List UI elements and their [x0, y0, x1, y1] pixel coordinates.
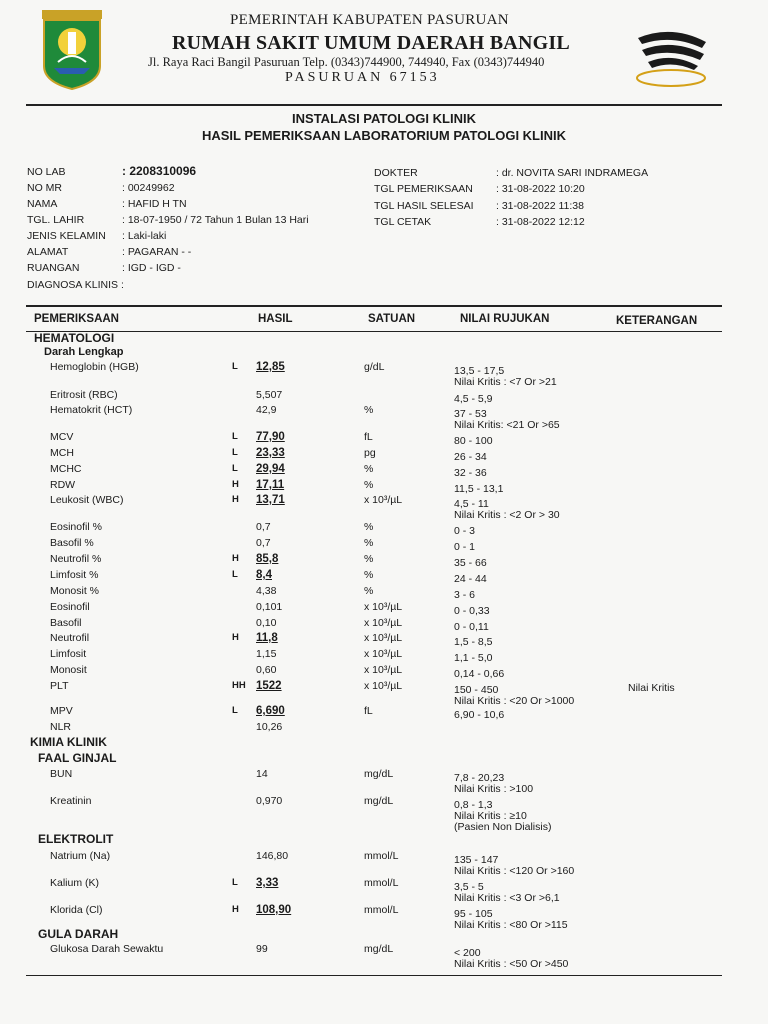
result-unit: mg/dL [364, 795, 394, 807]
result-flag: H [232, 494, 239, 505]
test-name: RDW [50, 479, 76, 491]
reference-range: 32 - 36 [454, 467, 487, 479]
test-name: PLT [50, 680, 69, 692]
result-value: 29,94 [256, 463, 285, 475]
result-value: 10,26 [256, 721, 283, 733]
gov-heading: PEMERINTAH KABUPATEN PASURUAN [230, 12, 509, 28]
test-name: Glukosa Darah Sewaktu [50, 943, 164, 955]
label-tgl-pemeriksaan: TGL PEMERIKSAAN [374, 183, 473, 195]
result-unit: x 10³/µL [364, 601, 403, 613]
label-jenis-kelamin: JENIS KELAMIN [27, 230, 106, 242]
result-unit: % [364, 553, 374, 565]
result-value: 0,101 [256, 601, 283, 613]
value-no-mr: : 00249962 [122, 182, 175, 194]
value-jenis-kelamin: : Laki-laki [122, 230, 167, 242]
result-unit: % [364, 537, 374, 549]
test-name: Kreatinin [50, 795, 92, 807]
label-ruangan: RUANGAN [27, 262, 80, 274]
report-title-line1: INSTALASI PATOLOGI KLINIK [292, 111, 476, 126]
result-value: 0,10 [256, 617, 277, 629]
header-row-divider [26, 331, 722, 332]
reference-range: 3,5 - 5 [454, 881, 484, 893]
result-unit: % [364, 569, 374, 581]
result-flag: H [232, 479, 239, 490]
reference-range: 37 - 53 [454, 408, 487, 420]
test-name: BUN [50, 768, 73, 780]
test-name: Klorida (Cl) [50, 904, 103, 916]
critical-value-note: Nilai Kritis : <20 Or >1000 [454, 695, 575, 707]
section-faal-ginjal: FAAL GINJAL [38, 751, 117, 765]
label-no-mr: NO MR [27, 182, 62, 194]
result-value: 11,8 [256, 632, 278, 644]
reference-range: 6,90 - 10,6 [454, 709, 505, 721]
test-name: Eritrosit (RBC) [50, 389, 118, 401]
test-name: MCV [50, 431, 74, 443]
result-unit: % [364, 585, 374, 597]
reference-range: 24 - 44 [454, 573, 487, 585]
critical-value-note: Nilai Kritis : >100 [454, 783, 534, 795]
result-unit: mmol/L [364, 904, 399, 916]
result-value: 0,7 [256, 521, 271, 533]
test-name: Eosinofil [50, 601, 90, 613]
reference-range: 0 - 1 [454, 541, 476, 553]
reference-range: 35 - 66 [454, 557, 487, 569]
result-unit: mg/dL [364, 943, 394, 955]
value-dokter: : dr. NOVITA SARI INDRAMEGA [496, 167, 649, 179]
reference-note: (Pasien Non Dialisis) [454, 821, 552, 833]
test-name: NLR [50, 721, 72, 733]
test-name: Neutrofil % [50, 553, 102, 565]
reference-range: 0 - 0,11 [454, 621, 489, 633]
value-ruangan: : IGD - IGD - [122, 262, 181, 274]
reference-range: 1,1 - 5,0 [454, 652, 493, 664]
label-tgl-lahir: TGL. LAHIR [27, 214, 85, 226]
result-value: 77,90 [256, 431, 285, 443]
reference-range: 26 - 34 [454, 451, 487, 463]
test-name: MCH [50, 447, 74, 459]
result-unit: pg [364, 447, 376, 459]
value-tgl-pemeriksaan: : 31-08-2022 10:20 [496, 183, 585, 195]
result-unit: x 10³/µL [364, 632, 403, 644]
test-name: Hemoglobin (HGB) [50, 361, 139, 373]
reference-range: 7,8 - 20,23 [454, 772, 505, 784]
section-hematologi: HEMATOLOGI [34, 331, 115, 345]
critical-value-note: Nilai Kritis : <120 Or >160 [454, 865, 575, 877]
result-value: 5,507 [256, 389, 283, 401]
reference-range: 13,5 - 17,5 [454, 365, 505, 377]
result-unit: mmol/L [364, 877, 399, 889]
critical-value-note: Nilai Kritis : ≥10 [454, 810, 527, 822]
result-unit: % [364, 404, 374, 416]
label-no-lab: NO LAB [27, 166, 66, 178]
critical-value-note: Nilai Kritis : <7 Or >21 [454, 376, 557, 388]
reference-range: 0 - 3 [454, 525, 476, 537]
test-name: Kalium (K) [50, 877, 100, 889]
label-alamat: ALAMAT [27, 246, 69, 258]
label-tgl-cetak: TGL CETAK [374, 216, 432, 228]
result-unit: x 10³/µL [364, 648, 403, 660]
value-tgl-hasil-selesai: : 31-08-2022 11:38 [496, 200, 584, 212]
col-hasil: HASIL [258, 313, 293, 325]
hospital-name: RUMAH SAKIT UMUM DAERAH BANGIL [172, 32, 570, 54]
value-no-lab: : 2208310096 [122, 164, 197, 178]
value-tgl-cetak: : 31-08-2022 12:12 [496, 216, 585, 228]
label-nama: NAMA [27, 198, 58, 210]
reference-range: 0 - 0,33 [454, 605, 490, 617]
table-top-divider [26, 305, 722, 307]
result-value: 108,90 [256, 904, 292, 916]
reference-range: 0,8 - 1,3 [454, 799, 493, 811]
critical-value-note: Nilai Kritis: <21 Or >65 [454, 419, 560, 431]
result-unit: mmol/L [364, 850, 399, 862]
result-value: 146,80 [256, 850, 289, 862]
result-unit: fL [364, 705, 373, 717]
test-name: Basofil [50, 617, 82, 629]
table-bottom-divider [26, 975, 722, 976]
result-value: 42,9 [256, 404, 277, 416]
value-tgl-lahir: : 18-07-1950 / 72 Tahun 1 Bulan 13 Hari [122, 214, 309, 226]
result-value: 4,38 [256, 585, 277, 597]
reference-range: 150 - 450 [454, 684, 499, 696]
reference-range: 80 - 100 [454, 435, 493, 447]
result-remark: Nilai Kritis [628, 682, 675, 694]
result-flag: H [232, 553, 239, 564]
result-unit: fL [364, 431, 373, 443]
col-pemeriksaan: PEMERIKSAAN [34, 313, 119, 325]
hospital-address: Jl. Raya Raci Bangil Pasuruan Telp. (0343)744900, 744940, Fax (0343)744940 [148, 55, 545, 69]
test-name: Basofil % [50, 537, 94, 549]
result-value: 23,33 [256, 447, 285, 459]
rsud-bangil-logo [632, 28, 710, 88]
header-divider [26, 104, 722, 106]
reference-range: 4,5 - 11 [454, 498, 489, 510]
result-flag: L [232, 463, 238, 474]
critical-value-note: Nilai Kritis : <2 Or > 30 [454, 509, 560, 521]
result-value: 99 [256, 943, 268, 955]
section-elektrolit: ELEKTROLIT [38, 832, 114, 846]
result-flag: L [232, 569, 238, 580]
reference-range: 4,5 - 5,9 [454, 393, 493, 405]
result-unit: % [364, 479, 374, 491]
test-name: Eosinofil % [50, 521, 102, 533]
test-name: Limfosit [50, 648, 87, 660]
test-name: Neutrofil [50, 632, 90, 644]
result-value: 12,85 [256, 361, 285, 373]
result-flag: HH [232, 680, 246, 691]
test-name: Natrium (Na) [50, 850, 111, 862]
test-name: Limfosit % [50, 569, 99, 581]
reference-range: 1,5 - 8,5 [454, 636, 493, 648]
result-value: 6,690 [256, 705, 285, 717]
result-unit: % [364, 521, 374, 533]
result-value: 14 [256, 768, 268, 780]
result-value: 0,7 [256, 537, 271, 549]
result-unit: g/dL [364, 361, 385, 373]
result-value: 85,8 [256, 553, 279, 565]
test-name: MPV [50, 705, 73, 717]
col-satuan: SATUAN [368, 313, 416, 325]
result-value: 0,970 [256, 795, 283, 807]
result-flag: L [232, 361, 238, 372]
result-value: 17,11 [256, 479, 285, 491]
reference-range: 135 - 147 [454, 854, 499, 866]
result-unit: % [364, 463, 374, 475]
label-diagnosa: DIAGNOSA KLINIS : [27, 279, 124, 291]
section-kimia-klinik: KIMIA KLINIK [30, 735, 107, 749]
result-flag: H [232, 904, 239, 915]
test-name: Monosit % [50, 585, 100, 597]
result-value: 13,71 [256, 494, 285, 506]
critical-value-note: Nilai Kritis : <3 Or >6,1 [454, 892, 560, 904]
section-gula-darah: GULA DARAH [38, 927, 119, 941]
test-name: Leukosit (WBC) [50, 494, 124, 506]
report-title-line2: HASIL PEMERIKSAAN LABORATORIUM PATOLOGI KLINIK [201, 128, 566, 143]
result-unit: x 10³/µL [364, 617, 403, 629]
critical-value-note: Nilai Kritis : <80 Or >115 [454, 919, 568, 931]
result-unit: x 10³/µL [364, 664, 403, 676]
col-keterangan: KETERANGAN [616, 315, 698, 327]
subsection-darah-lengkap: Darah Lengkap [44, 346, 124, 358]
result-unit: mg/dL [364, 768, 394, 780]
result-flag: L [232, 705, 238, 716]
reference-range: 3 - 6 [454, 589, 476, 601]
test-name: Hematokrit (HCT) [50, 404, 133, 416]
value-nama: : HAFID H TN [122, 198, 187, 210]
col-nilai-rujukan: NILAI RUJUKAN [460, 313, 550, 325]
kabupaten-pasuruan-logo [40, 10, 104, 90]
hospital-city: PASURUAN 67153 [285, 70, 440, 85]
result-value: 1,15 [256, 648, 277, 660]
reference-range: 0,14 - 0,66 [454, 668, 505, 680]
critical-value-note: Nilai Kritis : <50 Or >450 [454, 958, 569, 970]
label-tgl-hasil-selesai: TGL HASIL SELESAI [374, 200, 474, 212]
reference-range: 95 - 105 [454, 908, 493, 920]
result-value: 0,60 [256, 664, 277, 676]
result-value: 3,33 [256, 877, 279, 889]
label-dokter: DOKTER [374, 167, 418, 179]
result-value: 1522 [256, 680, 282, 692]
result-flag: L [232, 447, 238, 458]
result-value: 8,4 [256, 569, 272, 581]
test-name: MCHC [50, 463, 82, 475]
value-alamat: : PAGARAN - - [122, 246, 192, 258]
result-flag: H [232, 632, 239, 643]
result-flag: L [232, 431, 238, 442]
result-flag: L [232, 877, 238, 888]
reference-range: 11,5 - 13,1 [454, 483, 504, 495]
result-unit: x 10³/µL [364, 494, 403, 506]
result-unit: x 10³/µL [364, 680, 403, 692]
test-name: Monosit [50, 664, 87, 676]
reference-range: < 200 [454, 947, 481, 959]
